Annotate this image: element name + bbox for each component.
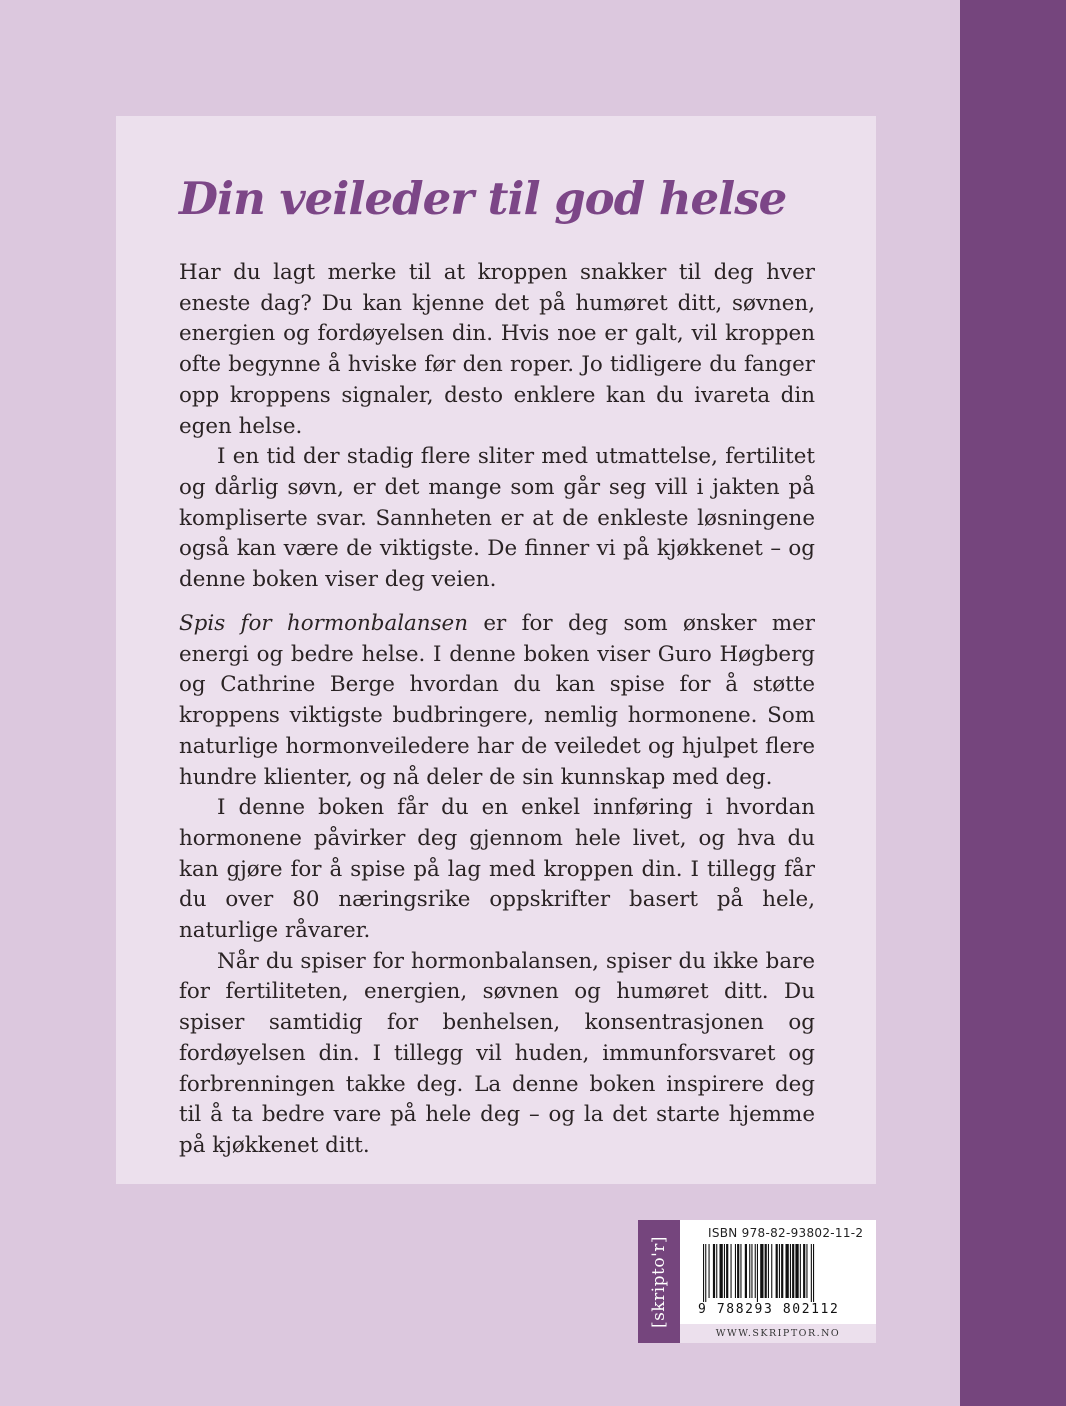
barcode-bar (745, 1244, 747, 1298)
barcode-bar (811, 1244, 812, 1302)
description-paragraph-3: Når du spiser for hormonbalansen, spiser du ikke bare for fertiliteten, energien, søvnen og humøret ditt. Du spiser samtidig for benhelsen, konsentrasjonen og fordøyelsen din. I tillegg vil huden, immunforsvaret og forbrenningen takke deg. La denne boken inspirere deg til å ta bedre vare på hele deg – og la det starte hjemme på kjøkkenet ditt. (179, 948, 815, 1158)
barcode-bar (813, 1244, 814, 1302)
barcode-bar (731, 1244, 732, 1298)
barcode-bar (716, 1244, 717, 1298)
barcode-bar (726, 1244, 728, 1298)
description-paragraph-2: I denne boken får du en enkel innføring i hvordan hormonene påvirker deg gjennom hele livet, og hva du kan gjøre for å spise på lag med kroppen din. I tillegg får du over 80 næringsrike oppskrifter basert på hele, naturlige råvarer. (179, 795, 815, 944)
description-section (179, 609, 815, 1162)
barcode-bar (776, 1244, 778, 1298)
intro-section (179, 258, 815, 596)
barcode-bar (806, 1244, 807, 1298)
barcode-bar (735, 1244, 736, 1298)
barcode-bar (768, 1244, 769, 1298)
barcode-bar (720, 1244, 723, 1298)
barcode-bar (755, 1244, 756, 1298)
barcode-bar (792, 1244, 794, 1298)
barcode-area (680, 1220, 876, 1343)
barcode-bar (790, 1244, 791, 1298)
page-title: Din veileder til god helse (179, 172, 787, 225)
publisher-logo (638, 1220, 680, 1343)
description-paragraph-1-text: er for deg som ønsker mer energi og bedre helse. I denne boken viser Guro Høgberg og Cathrine Berge hvordan du kan spise for å støtte kroppens viktigste budbringere, nemlig hormonene. Som naturlige hormonveiledere har de veiledet og hjulpet flere hundre klienter, og nå deler de sin kunnskap med deg. (179, 611, 815, 790)
barcode-bar (724, 1244, 725, 1298)
barcode-bar (771, 1244, 772, 1298)
publisher-website: WWW.SKRIPTOR.NO (715, 1328, 841, 1339)
barcode-digits: 9 788293 802112 (698, 1302, 840, 1317)
isbn-label: ISBN 978-82-93802-11-2 (708, 1226, 864, 1240)
barcode-bar (713, 1244, 715, 1298)
barcode-bar (786, 1244, 789, 1298)
intro-paragraph-1: Har du lagt merke til at kroppen snakker til deg hver eneste dag? Du kan kjenne det på humøret ditt, søvnen, energien og fordøyelsen din. Hvis noe er galt, vil kroppen ofte begynne å hviske før den roper. Jo tidligere du fanger opp kroppens signaler, desto enklere kan du ivareta din egen helse. (179, 260, 815, 439)
barcode-bar (709, 1244, 710, 1298)
barcode-bar (779, 1244, 780, 1298)
barcode-bar (760, 1244, 763, 1298)
barcode-bar (803, 1244, 805, 1298)
barcode-bar (800, 1244, 801, 1298)
barcode-bar (703, 1244, 704, 1302)
description-paragraph-1 (179, 609, 815, 793)
book-title-italic: Spis for hormonbalansen (179, 611, 468, 636)
barcode-bar (781, 1244, 783, 1298)
book-spine (960, 0, 1066, 1406)
barcode-bar (740, 1244, 741, 1298)
barcode-bar (737, 1244, 739, 1298)
barcode-block (638, 1220, 876, 1343)
publisher-logo-text: [skripto'r] (649, 1235, 670, 1328)
barcode-bar (705, 1244, 706, 1302)
barcode-bar (749, 1244, 750, 1298)
barcode-bar (765, 1244, 767, 1298)
barcode-graphic (703, 1244, 853, 1302)
barcode-bar (795, 1244, 798, 1298)
intro-paragraph-2: I en tid der stadig flere sliter med utmattelse, fertilitet og dårlig søvn, er det mange som går seg vill i jakten på kompliserte svar. Sannheten er at de enkleste løsningene også kan være de viktigste. De finner vi på kjøkkenet – og denne boken viser deg veien. (179, 444, 815, 593)
barcode-bar (757, 1244, 758, 1302)
barcode-bar (751, 1244, 752, 1298)
